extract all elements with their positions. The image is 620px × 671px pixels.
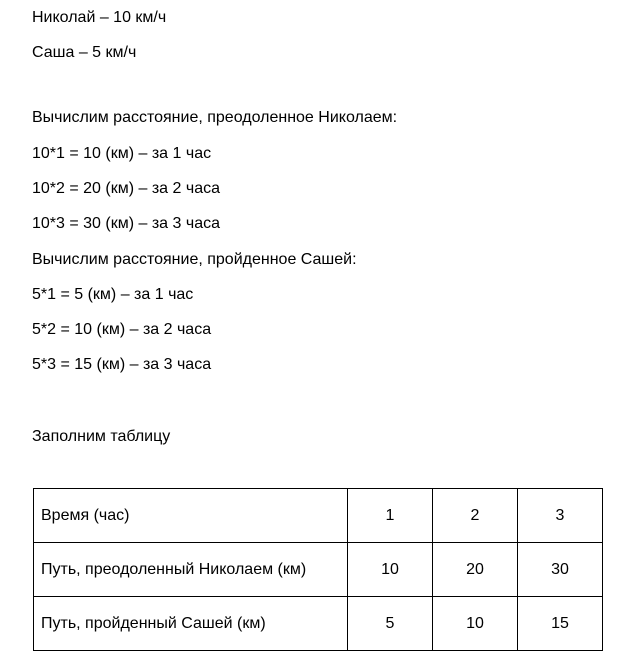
cell-sasha-2: 10: [433, 597, 518, 651]
cell-sasha-3: 15: [518, 597, 603, 651]
row-label-sasha: Путь, пройденный Сашей (км): [34, 597, 348, 651]
distance-table: [33, 488, 603, 651]
nikolay-speed-text: Николай – 10 км/ч: [32, 9, 167, 26]
sasha-calc-line-2: 5*2 = 10 (км) – за 2 часа: [32, 321, 212, 338]
sasha-distance-heading: Вычислим расстояние, пройденное Сашей:: [32, 251, 357, 268]
table-row-nikolay: [34, 543, 603, 597]
table-intro-text: Заполним таблицу: [32, 428, 171, 445]
table-row-time: [34, 489, 603, 543]
cell-nikolay-3: 30: [518, 543, 603, 597]
sasha-calc-line-1: 5*1 = 5 (км) – за 1 час: [32, 286, 194, 303]
cell-sasha-1: 5: [348, 597, 433, 651]
nikolay-calc-line-2: 10*2 = 20 (км) – за 2 часа: [32, 180, 220, 197]
nikolay-distance-heading: Вычислим расстояние, преодоленное Николаем:: [32, 109, 398, 126]
table-row-sasha: [34, 597, 603, 651]
cell-time-2: 2: [433, 489, 518, 543]
cell-time-1: 1: [348, 489, 433, 543]
nikolay-calc-line-3: 10*3 = 30 (км) – за 3 часа: [32, 215, 220, 232]
sasha-calc-line-3: 5*3 = 15 (км) – за 3 часа: [32, 356, 212, 373]
cell-nikolay-2: 20: [433, 543, 518, 597]
sasha-speed-text: Саша – 5 км/ч: [32, 44, 137, 61]
cell-time-3: 3: [518, 489, 603, 543]
cell-nikolay-1: 10: [348, 543, 433, 597]
row-label-time: Время (час): [34, 489, 348, 543]
nikolay-calc-line-1: 10*1 = 10 (км) – за 1 час: [32, 145, 212, 162]
row-label-nikolay: Путь, преодоленный Николаем (км): [34, 543, 348, 597]
